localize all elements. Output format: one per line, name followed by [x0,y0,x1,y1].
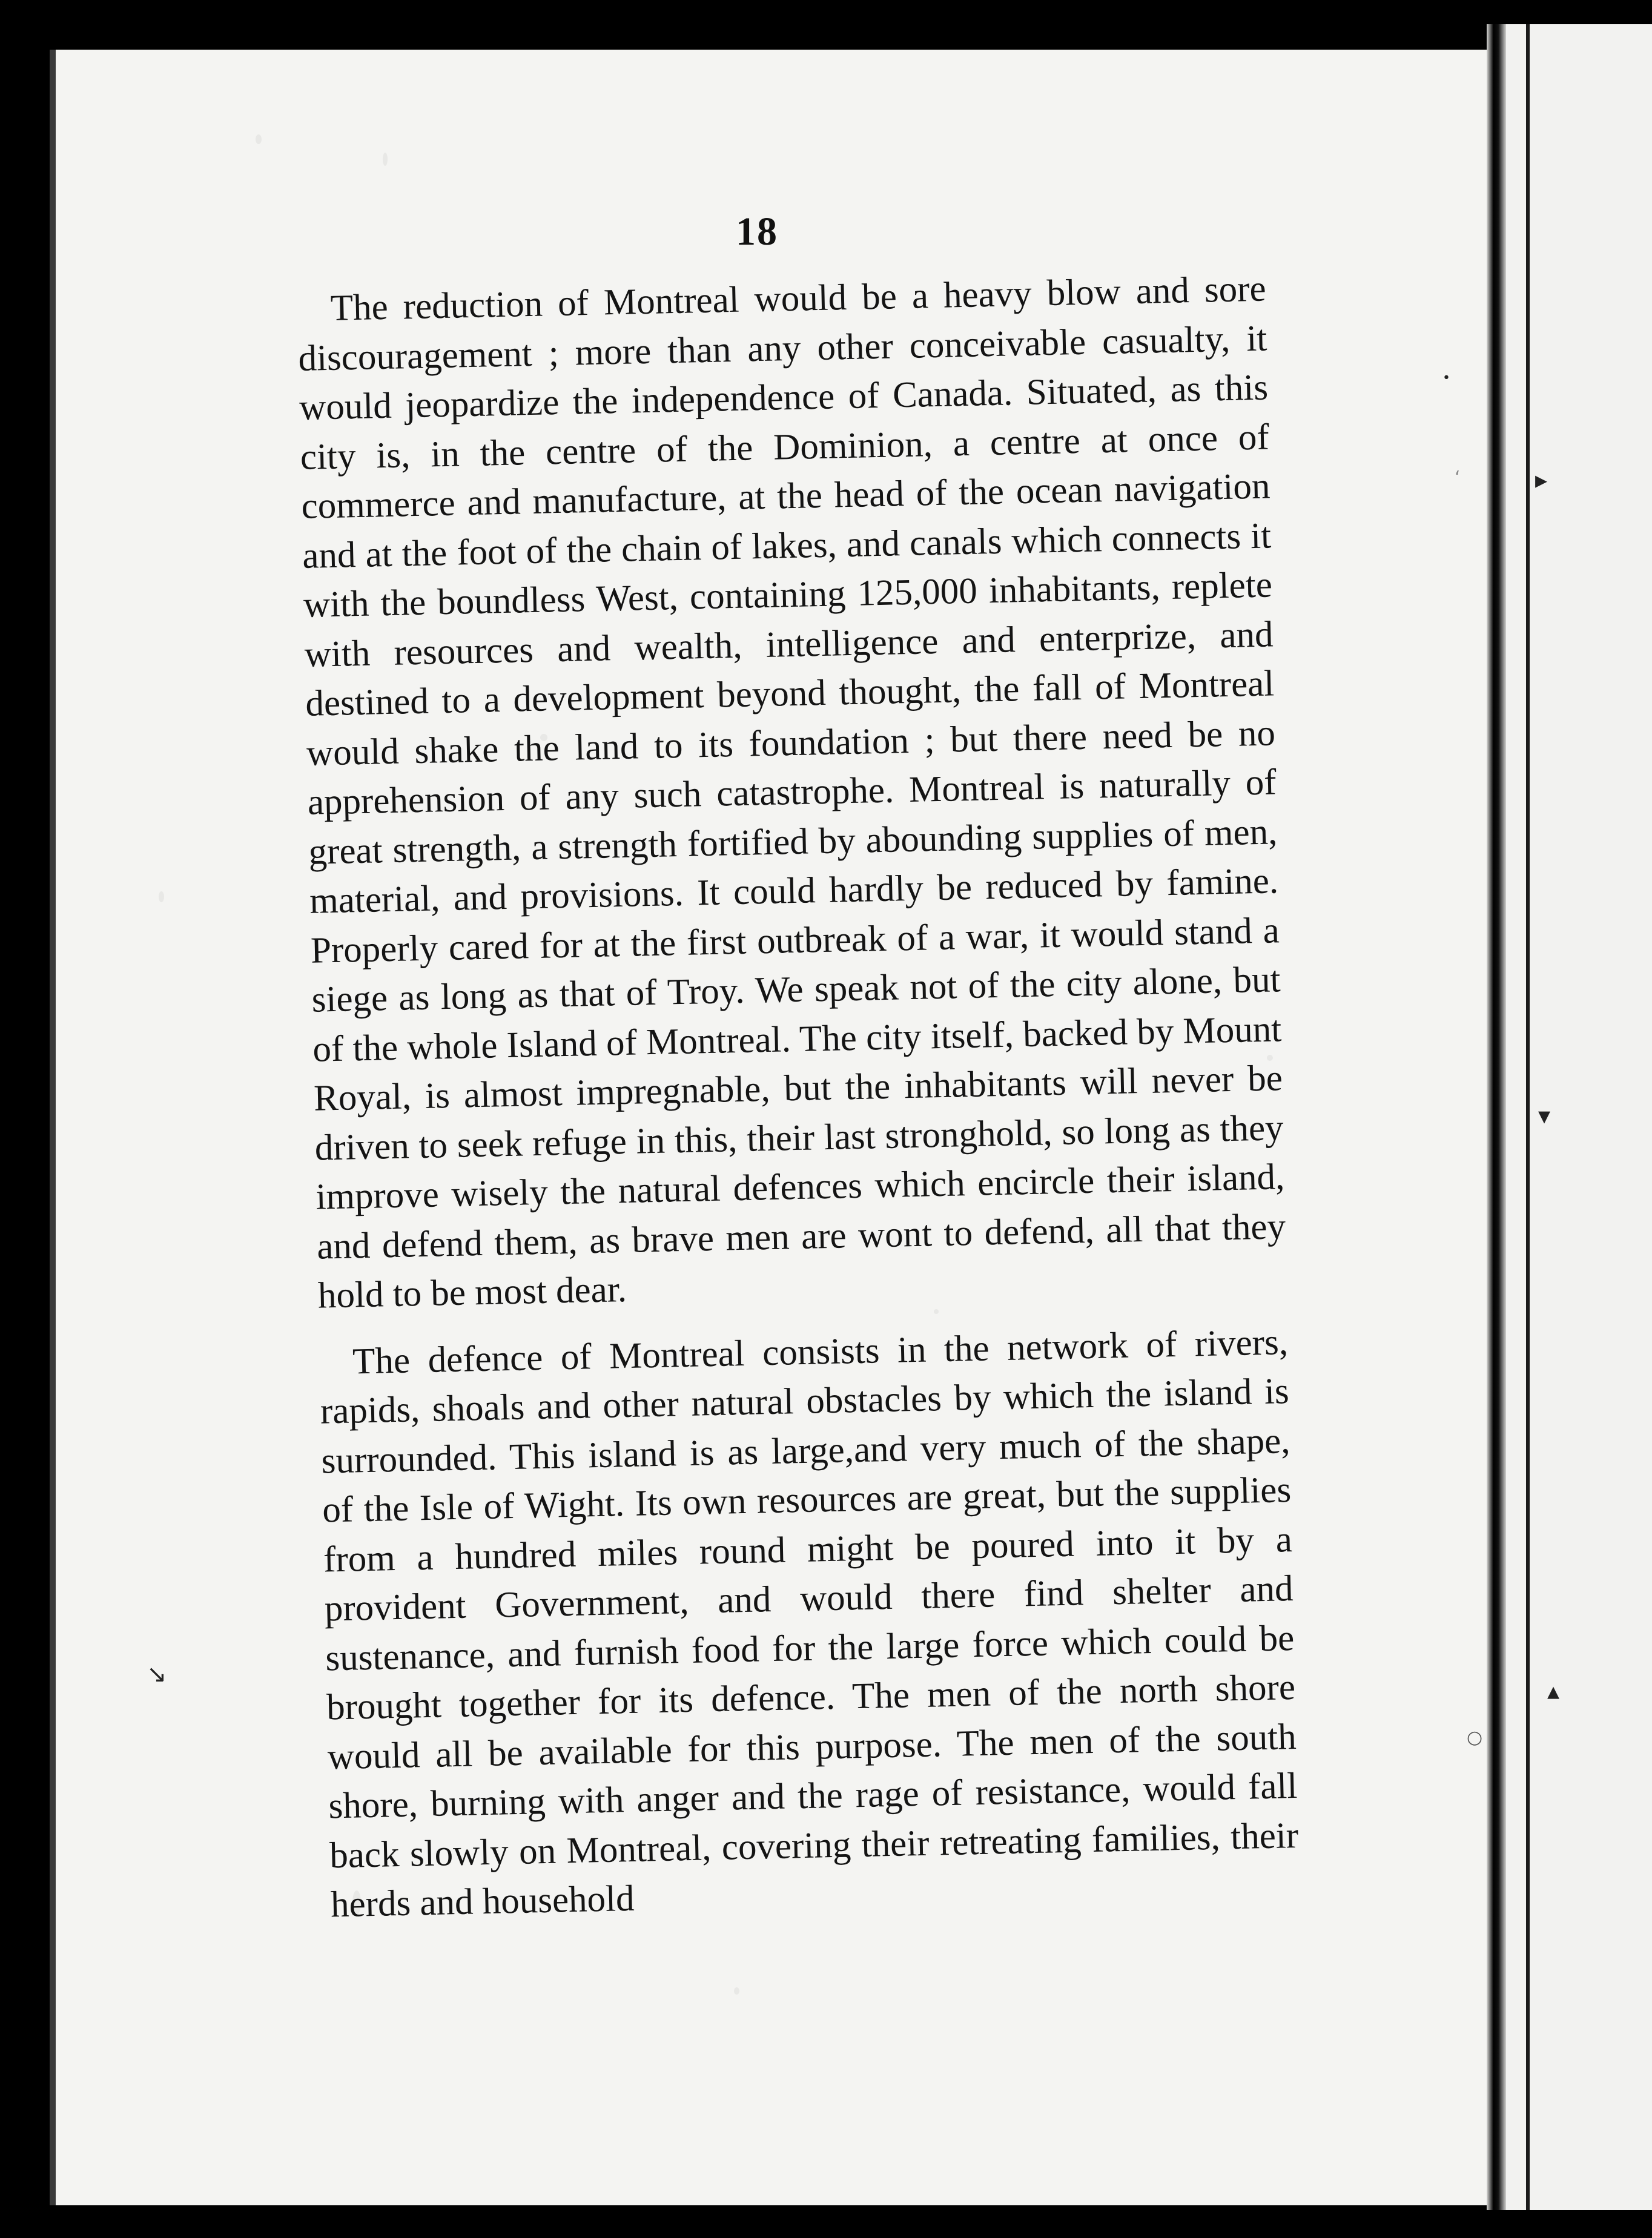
paragraph: The reduction of Montreal would be a heavy blow and sore discouragement ; more than any other conceivable casualty, it would jeopardize the independence of Canada. Situated, as this city is, in the centre of the Dominion, a centre at once of commerce and manufacture, at the head of the ocean navigation and at the foot of the chain of lakes, and canals which connects it with the boundless West, containing 125,000 inhabitants, replete with resources and wealth, intelligence and enterprize, and destined to a development beyond thought, the fall of Montreal would shake the land to its foundation ; but there need be no apprehension of any such catastrophe. Montreal is naturally of great strength, a strength fortified by abounding supplies of men, material, and provisions. It could hardly be reduced by famine. Properly cared for at the first outbreak of a war, it would stand a siege as long as that of Troy. We speak not of the city alone, but of the whole Island of Montreal. The city itself, backed by Mount Royal, is almost impregnable, but the inhabitants will never be driven to seek refuge in this, their last stronghold, so long as they improve wisely the natural defences which encircle their island, and defend them, as brave men are wont to defend, all that they hold to be most dear. [297,268,1286,1316]
scan-mark: ▸ [1535,466,1548,494]
body-text [297,264,1300,1929]
scan-mark: ▾ [1538,1102,1551,1130]
facing-page-fold [1526,24,1530,2210]
scan-mark: • [1442,371,1450,386]
scan-speck [734,1987,739,1995]
scan-mark: ‘ [1455,467,1461,489]
scan-mark: ↘ [147,1660,167,1688]
paragraph: The defence of Montreal consists in the network of rivers, rapids, shoals and other natural obstacles by which the island is surrounded. This island is as large,and very much of the shape, of the Isle of Wight. Its own resources are great, but the supplies from a hundred miles round might be poured into it by a provident Government, and would there find shelter and sustenance, and furnish food for the large force which could be brought together for its defence. The men of the north shore would all be available for this purpose. The men of the south shore, burning with anger and the rage of resistance, would fall back slowly on Montreal, covering their retreating families, their herds and household [320,1321,1299,1926]
scan-mark: ▴ [1547,1677,1560,1705]
scan-mark: ○ [1467,1727,1483,1748]
page-gutter-edge [1487,24,1506,2210]
scan-speck [383,153,388,166]
page-number: 18 [736,210,778,254]
scan-speck [159,891,164,902]
scan-speck [256,134,262,144]
